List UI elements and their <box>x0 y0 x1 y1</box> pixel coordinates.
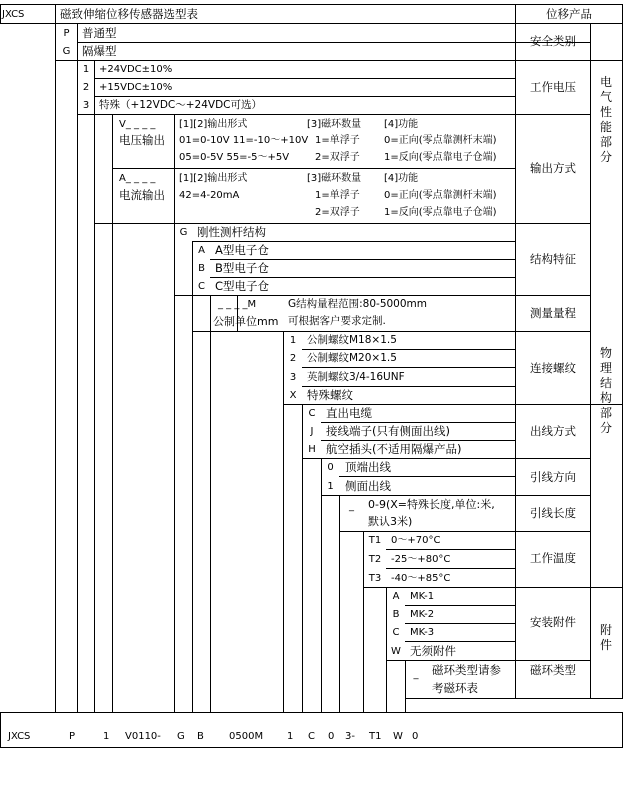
output-voltage-f2: 1=反向(零点靠电子仓端) <box>384 152 497 163</box>
magnet-label-1: 磁环类型请参 <box>432 663 501 677</box>
output-voltage-r2: 05=0-5V 55=-5～+5V <box>179 152 290 163</box>
output-voltage-h12: [1][2]输出形式 <box>179 119 248 130</box>
output-voltage-h4: [4]功能 <box>384 119 419 130</box>
direction-code-0: 0 <box>327 462 334 473</box>
voltage-label-1: +24VDC±10% <box>99 64 173 75</box>
group-physical: 物理结构部分 <box>599 346 612 435</box>
example-part-3: 1 <box>103 731 110 742</box>
section-output: 输出方式 <box>530 161 576 175</box>
output-current-code: A_ _ _ _ <box>119 173 156 184</box>
accessory-label-w: 无须附件 <box>410 644 456 658</box>
length-code: _ <box>349 501 354 512</box>
temp-label-t2: -25～+80°C <box>391 554 451 565</box>
structure-code-b: B <box>198 263 205 274</box>
thread-code-1: 1 <box>289 335 297 346</box>
temp-label-t1: 0～+70°C <box>391 535 441 546</box>
output-voltage-m2: 2=双浮子 <box>315 152 360 163</box>
temp-code-t2: T2 <box>368 554 382 565</box>
magnet-label-2: 考磁环表 <box>432 681 478 695</box>
voltage-code-1: 1 <box>82 64 90 75</box>
output-voltage-m1: 1=单浮子 <box>315 135 360 146</box>
safety-label-g: 隔爆型 <box>82 44 117 58</box>
temp-label-t3: -40～+85°C <box>391 573 451 584</box>
example-part-1: JXCS <box>8 731 31 742</box>
voltage-code-2: 2 <box>82 82 90 93</box>
length-label-2: 默认3米) <box>368 515 413 528</box>
group-accessory: 附件 <box>599 623 612 652</box>
outlet-code-j: J <box>310 426 314 437</box>
output-current-name: 电流输出 <box>119 188 165 202</box>
example-part-9: C <box>308 731 315 742</box>
output-current-m1: 1=单浮子 <box>315 190 360 201</box>
section-magnet: 磁环类型 <box>530 663 576 677</box>
voltage-label-2: +15VDC±10% <box>99 82 173 93</box>
output-current-m2: 2=双浮子 <box>315 207 360 218</box>
safety-label-p: 普通型 <box>82 26 117 40</box>
magnet-code: _ <box>413 669 419 680</box>
section-structure: 结构特征 <box>530 252 576 266</box>
accessory-label-a: MK-1 <box>410 591 435 602</box>
thread-label-x: 特殊螺纹 <box>307 388 353 402</box>
accessory-label-c: MK-3 <box>410 627 435 638</box>
example-part-14: 0 <box>412 731 419 742</box>
temp-code-t1: T1 <box>368 535 382 546</box>
thread-label-3: 英制螺纹3/4-16UNF <box>307 371 405 383</box>
output-current-h3: [3]磁环数量 <box>307 173 362 184</box>
range-unit: 公制单位mm <box>213 315 279 328</box>
range-desc-2: 可根据客户要求定制. <box>288 315 386 327</box>
output-voltage-h3: [3]磁环数量 <box>307 119 362 130</box>
thread-code-x: X <box>289 390 297 401</box>
outlet-code-h: H <box>308 444 316 455</box>
voltage-label-3: 特殊（+12VDC～+24VDC可选） <box>99 99 263 111</box>
outlet-label-h: 航空插头(不适用隔爆产品) <box>326 442 462 456</box>
output-current-r1: 42=4-20mA <box>179 190 240 201</box>
outlet-label-j: 接线端子(只有侧面出线) <box>326 424 450 438</box>
direction-label-1: 侧面出线 <box>345 479 391 493</box>
structure-label-a: A型电子仓 <box>215 243 269 257</box>
output-voltage-name: 电压输出 <box>119 133 165 147</box>
example-part-10: 0 <box>328 731 335 742</box>
section-accessory: 安装附件 <box>530 615 576 629</box>
output-voltage-r1: 01=0-10V 11=-10～+10V <box>179 135 309 146</box>
voltage-code-3: 3 <box>82 100 90 111</box>
example-part-13: W <box>393 731 403 742</box>
page-title: 磁致伸缩位移传感器选型表 <box>60 7 198 21</box>
output-current-f1: 0=正向(零点靠测杆末端) <box>384 190 497 201</box>
example-part-4: V0110- <box>125 731 161 742</box>
example-part-11: 3- <box>345 731 355 742</box>
thread-label-2: 公制螺纹M20×1.5 <box>307 352 397 364</box>
output-voltage-code: V_ _ _ _ <box>119 119 156 130</box>
length-label-1: 0-9(X=特殊长度,单位:米, <box>368 498 495 511</box>
accessory-code-b: B <box>392 609 400 620</box>
structure-code-a: A <box>198 245 205 256</box>
direction-label-0: 顶端出线 <box>345 460 391 474</box>
direction-code-1: 1 <box>327 481 334 492</box>
thread-code-2: 2 <box>289 353 297 364</box>
range-code: _ _ _ _M <box>218 299 257 310</box>
example-part-6: B <box>197 731 204 742</box>
safety-code-p: P <box>63 28 70 39</box>
output-current-h12: [1][2]输出形式 <box>179 173 248 184</box>
example-part-5: G <box>177 731 185 742</box>
example-part-7: 0500M <box>229 731 264 742</box>
section-thread: 连接螺纹 <box>530 361 576 375</box>
structure-label-c: C型电子仓 <box>215 279 270 293</box>
range-desc-1: G结构量程范围:80-5000mm <box>288 298 428 310</box>
example-part-8: 1 <box>287 731 294 742</box>
accessory-code-w: W <box>391 646 401 657</box>
temp-code-t3: T3 <box>368 573 382 584</box>
example-part-12: T1 <box>369 731 382 742</box>
structure-code: G <box>179 227 188 238</box>
structure-label-b: B型电子仓 <box>215 261 269 275</box>
product-column-header: 位移产品 <box>546 7 592 21</box>
section-temperature: 工作温度 <box>530 551 576 565</box>
example-part-2: P <box>69 731 76 742</box>
header-code: JXCS <box>2 9 25 20</box>
section-length: 引线长度 <box>530 506 576 520</box>
section-range: 测量量程 <box>530 306 576 320</box>
outlet-code-c: C <box>308 408 316 419</box>
accessory-label-b: MK-2 <box>410 609 435 620</box>
output-voltage-f1: 0=正向(零点靠测杆末端) <box>384 135 497 146</box>
section-safety: 安全类别 <box>530 34 576 48</box>
structure-code-c: C <box>198 281 205 292</box>
section-outlet: 出线方式 <box>530 424 576 438</box>
section-direction: 引线方向 <box>530 470 576 484</box>
output-current-f2: 1=反向(零点靠电子仓端) <box>384 207 497 218</box>
accessory-code-c: C <box>392 627 400 638</box>
output-current-h4: [4]功能 <box>384 173 419 184</box>
thread-label-1: 公制螺纹M18×1.5 <box>307 334 397 346</box>
section-voltage: 工作电压 <box>530 80 576 94</box>
thread-code-3: 3 <box>289 372 297 383</box>
outlet-label-c: 直出电缆 <box>326 406 372 420</box>
structure-label: 刚性测杆结构 <box>197 225 266 239</box>
group-electrical: 电气性能部分 <box>599 75 612 164</box>
safety-code-g: G <box>62 46 71 57</box>
accessory-code-a: A <box>392 591 400 602</box>
